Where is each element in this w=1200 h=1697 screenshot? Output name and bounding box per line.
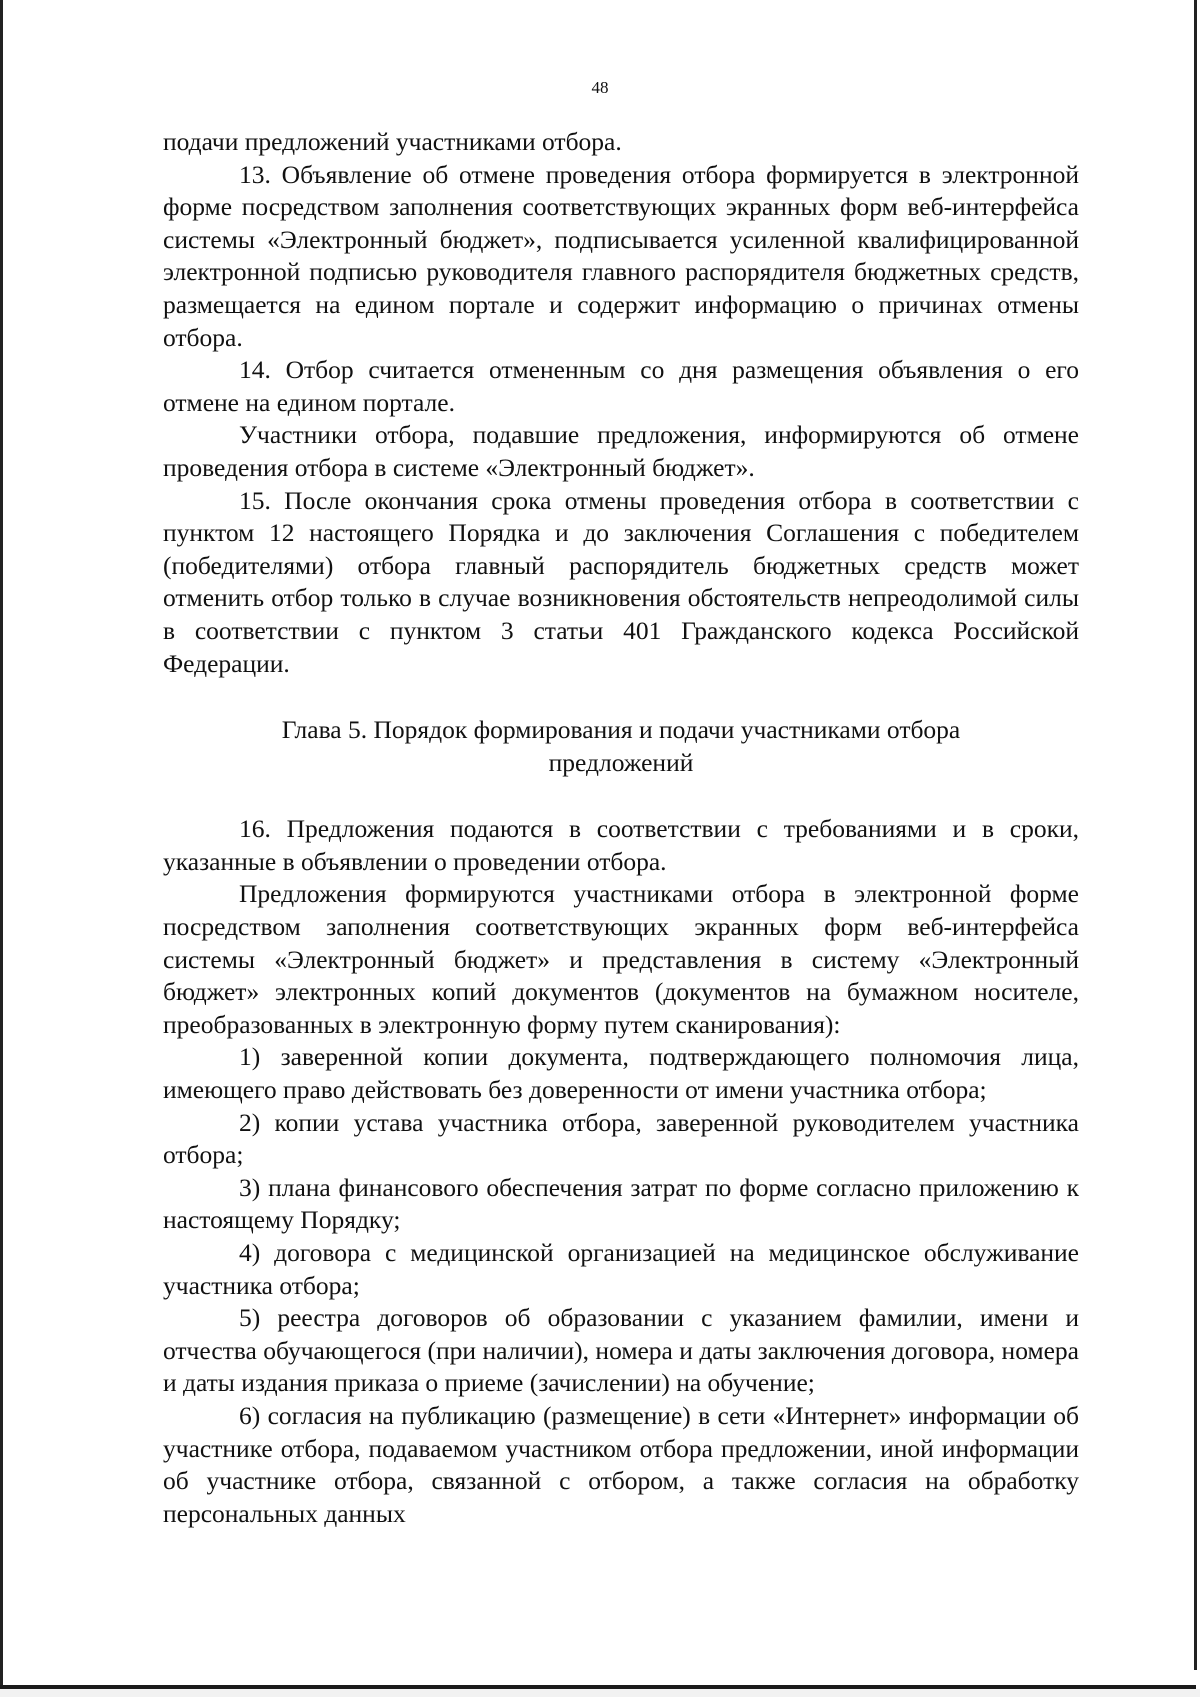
paragraph-item-16: 16. Предложения подаются в соответствии с требованиями и в сроки, указанные в объявлении о проведении отбора. [163, 814, 1079, 876]
chapter-heading [163, 714, 1079, 779]
paragraph-item-15: 15. После окончания срока отмены проведения отбора в соответствии с пунктом 12 настоящего Порядка и до заключения Соглашения с победителем (победителями) отбора главный распорядитель бюджетных средств может отменить отбор только в случае возникновения обстоятельств непреодолимой силы в соответствии с пунктом 3 статьи 401 Гражданского кодекса Российской Федерации. [163, 485, 1079, 678]
list-item-4: 4) договора с медицинской организацией на медицинское обслуживание участника отбора; [163, 1238, 1079, 1300]
document-body [163, 126, 1079, 1530]
paragraphs-before-heading [163, 126, 1079, 680]
chapter-heading-line1: Глава 5. Порядок формирования и подачи участниками отбора [281, 715, 961, 745]
paragraph-item-14: 14. Отбор считается отмененным со дня размещения объявления о его отмене на едином портале. [163, 355, 1079, 417]
list-item-5: 5) реестра договоров об образовании с указанием фамилии, имени и отчества обучающегося (при наличии), номера и даты заключения договора, номера и даты издания приказа о приеме (зачислении) на обучение; [163, 1303, 1079, 1398]
list-item-3: 3) плана финансового обеспечения затрат по форме согласно приложению к настоящему Порядку; [163, 1172, 1079, 1235]
scan-edge-bottom [0, 1685, 1196, 1689]
scan-edge-left [0, 0, 3, 1697]
paragraphs-after-heading [163, 813, 1079, 1530]
list-item-2: 2) копии устава участника отбора, заверенной руководителем участника отбора; [163, 1107, 1079, 1170]
paragraph: Предложения формируются участниками отбора в электронной форме посредством заполнения соответствующих экранных форм веб-интерфейса системы «Электронный бюджет» и представления в систему «Электронный бюджет» электронных копий документов (документов на бумажном носителе, преобразованных в электронную форму путем сканирования): [163, 879, 1079, 1039]
chapter-heading-line2: предложений [548, 747, 694, 777]
list-item-1: 1) заверенной копии документа, подтверждающего полномочия лица, имеющего право действовать без доверенности от имени участника отбора; [163, 1042, 1079, 1105]
paragraph: Участники отбора, подавшие предложения, информируются об отмене проведения отбора в системе «Электронный бюджет». [163, 420, 1079, 482]
scan-edge-right [1194, 0, 1197, 1670]
page-number: 48 [591, 78, 609, 97]
scan-edge-bottom-shadow [0, 1689, 1200, 1697]
paragraph-item-13: 13. Объявление об отмене проведения отбора формируется в электронной форме посредством заполнения соответствующих экранных форм веб-интерфейса системы «Электронный бюджет», подписывается усиленной квалифицированной электронной подписью руководителя главного распорядителя бюджетных средств, размещается на едином портале и содержит информацию о причинах отмены отбора. [163, 159, 1079, 352]
list-item-6: 6) согласия на публикацию (размещение) в сети «Интернет» информации об участнике отбора, подаваемом участником отбора предложении, иной информации об участнике отбора, связанной с отбором, а также согласия на обработку персональных данных [163, 1400, 1079, 1528]
paragraph: подачи предложений участниками отбора. [163, 127, 622, 156]
